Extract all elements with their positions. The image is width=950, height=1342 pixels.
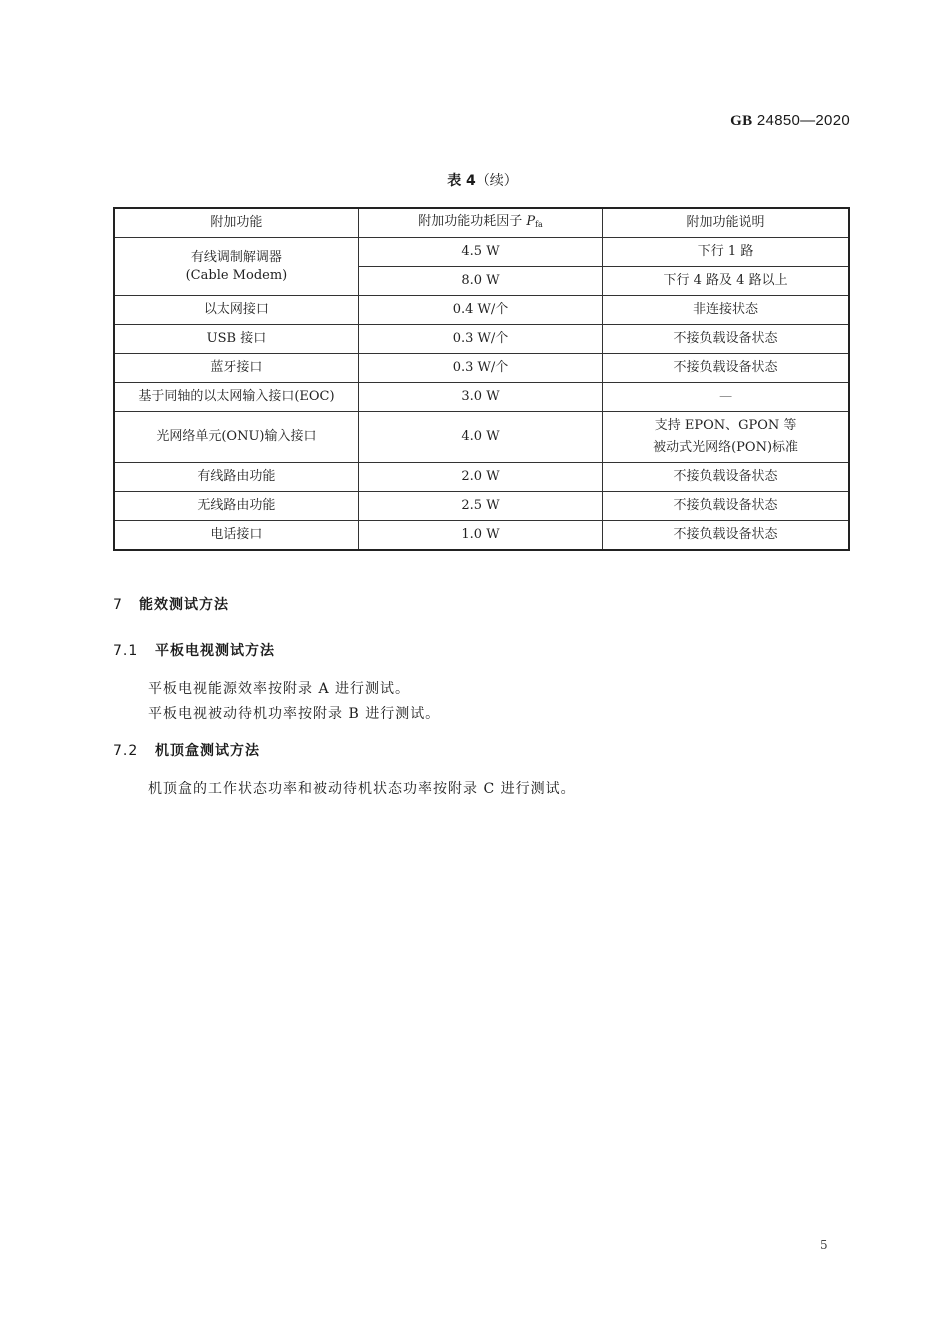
table-header-row (114, 208, 849, 238)
header-power-factor-symbol: P (526, 213, 536, 229)
table-cell-desc: 非连接状态 (603, 296, 849, 325)
table-cell-name: 基于同轴的以太网输入接口(EOC) (114, 383, 358, 412)
table-row (114, 296, 849, 325)
table-cell-name: 有线路由功能 (114, 463, 358, 492)
table-cell-name: 无线路由功能 (114, 492, 358, 521)
table-row (114, 354, 849, 383)
table-row (114, 521, 849, 551)
table-cell-name: USB 接口 (114, 325, 358, 354)
standard-code-number: 24850—2020 (756, 112, 850, 129)
table-cell-desc: — (603, 383, 849, 412)
table-cell-value: 0.4 W/个 (358, 296, 602, 325)
table-cell-value: 1.0 W (358, 521, 602, 551)
table-caption (0, 170, 950, 190)
table-cell-desc: 不接负载设备状态 (603, 463, 849, 492)
header-power-factor-text: 附加功能功耗因子 (418, 213, 527, 229)
table-row (114, 383, 849, 412)
table-cell-name: 电话接口 (114, 521, 358, 551)
onu-desc-line2: 被动式光网络(PON)标准 (653, 440, 799, 455)
table-cell-value: 2.0 W (358, 463, 602, 492)
cable-modem-value-2: 8.0 W (358, 267, 602, 296)
onu-value: 4.0 W (358, 412, 602, 463)
table-cell-name: 蓝牙接口 (114, 354, 358, 383)
table-cell-value: 0.3 W/个 (358, 354, 602, 383)
cable-modem-name-line2: (Cable Modem) (185, 267, 288, 283)
table-cell-desc: 不接负载设备状态 (603, 521, 849, 551)
cable-modem-desc-1: 下行 1 路 (603, 238, 849, 267)
header-power-factor (358, 208, 602, 238)
table-caption-label: 表 4 (447, 173, 476, 189)
section-7-1-number: 7.1 (113, 643, 139, 659)
section-7-1-paragraph-1: 平板电视能源效率按附录 A 进行测试。 (148, 681, 411, 697)
additional-function-table (113, 207, 850, 551)
table-row (114, 463, 849, 492)
standard-code (730, 112, 850, 130)
section-7-1-paragraph-2: 平板电视被动待机功率按附录 B 进行测试。 (148, 706, 441, 722)
onu-name: 光网络单元(ONU)输入接口 (114, 412, 358, 463)
table-cell-name: 以太网接口 (114, 296, 358, 325)
page-number: 5 (820, 1238, 828, 1252)
section-7-2-number: 7.2 (113, 743, 139, 759)
table-cell-desc: 不接负载设备状态 (603, 492, 849, 521)
section-7-2-heading (113, 740, 260, 760)
table-row (114, 492, 849, 521)
section-7-2-title: 机顶盒测试方法 (155, 743, 260, 759)
table-cell-desc: 不接负载设备状态 (603, 354, 849, 383)
table-row (114, 238, 849, 267)
section-7-2-paragraph-1: 机顶盒的工作状态功率和被动待机状态功率按附录 C 进行测试。 (148, 781, 576, 797)
table-cell-desc: 不接负载设备状态 (603, 325, 849, 354)
section-7-heading (113, 594, 229, 614)
table-caption-suffix: （续） (475, 173, 518, 189)
header-description: 附加功能说明 (603, 208, 849, 238)
standard-code-prefix: GB (730, 113, 753, 129)
section-7-title: 能效测试方法 (139, 597, 229, 613)
table-row (114, 412, 849, 463)
cable-modem-desc-2: 下行 4 路及 4 路以上 (603, 267, 849, 296)
section-7-1-heading (113, 640, 275, 660)
section-7-number: 7 (113, 597, 123, 613)
cable-modem-value-1: 4.5 W (358, 238, 602, 267)
header-function: 附加功能 (114, 208, 358, 238)
cable-modem-name-line1: 有线调制解调器 (190, 249, 282, 265)
table-cell-value: 3.0 W (358, 383, 602, 412)
onu-desc-line1: 支持 EPON、GPON 等 (654, 418, 797, 433)
cable-modem-name (114, 238, 358, 296)
table-cell-value: 2.5 W (358, 492, 602, 521)
onu-desc (603, 412, 849, 463)
header-power-factor-subscript: fa (535, 219, 543, 229)
table-row (114, 325, 849, 354)
section-7-1-title: 平板电视测试方法 (155, 643, 275, 659)
table-cell-value: 0.3 W/个 (358, 325, 602, 354)
